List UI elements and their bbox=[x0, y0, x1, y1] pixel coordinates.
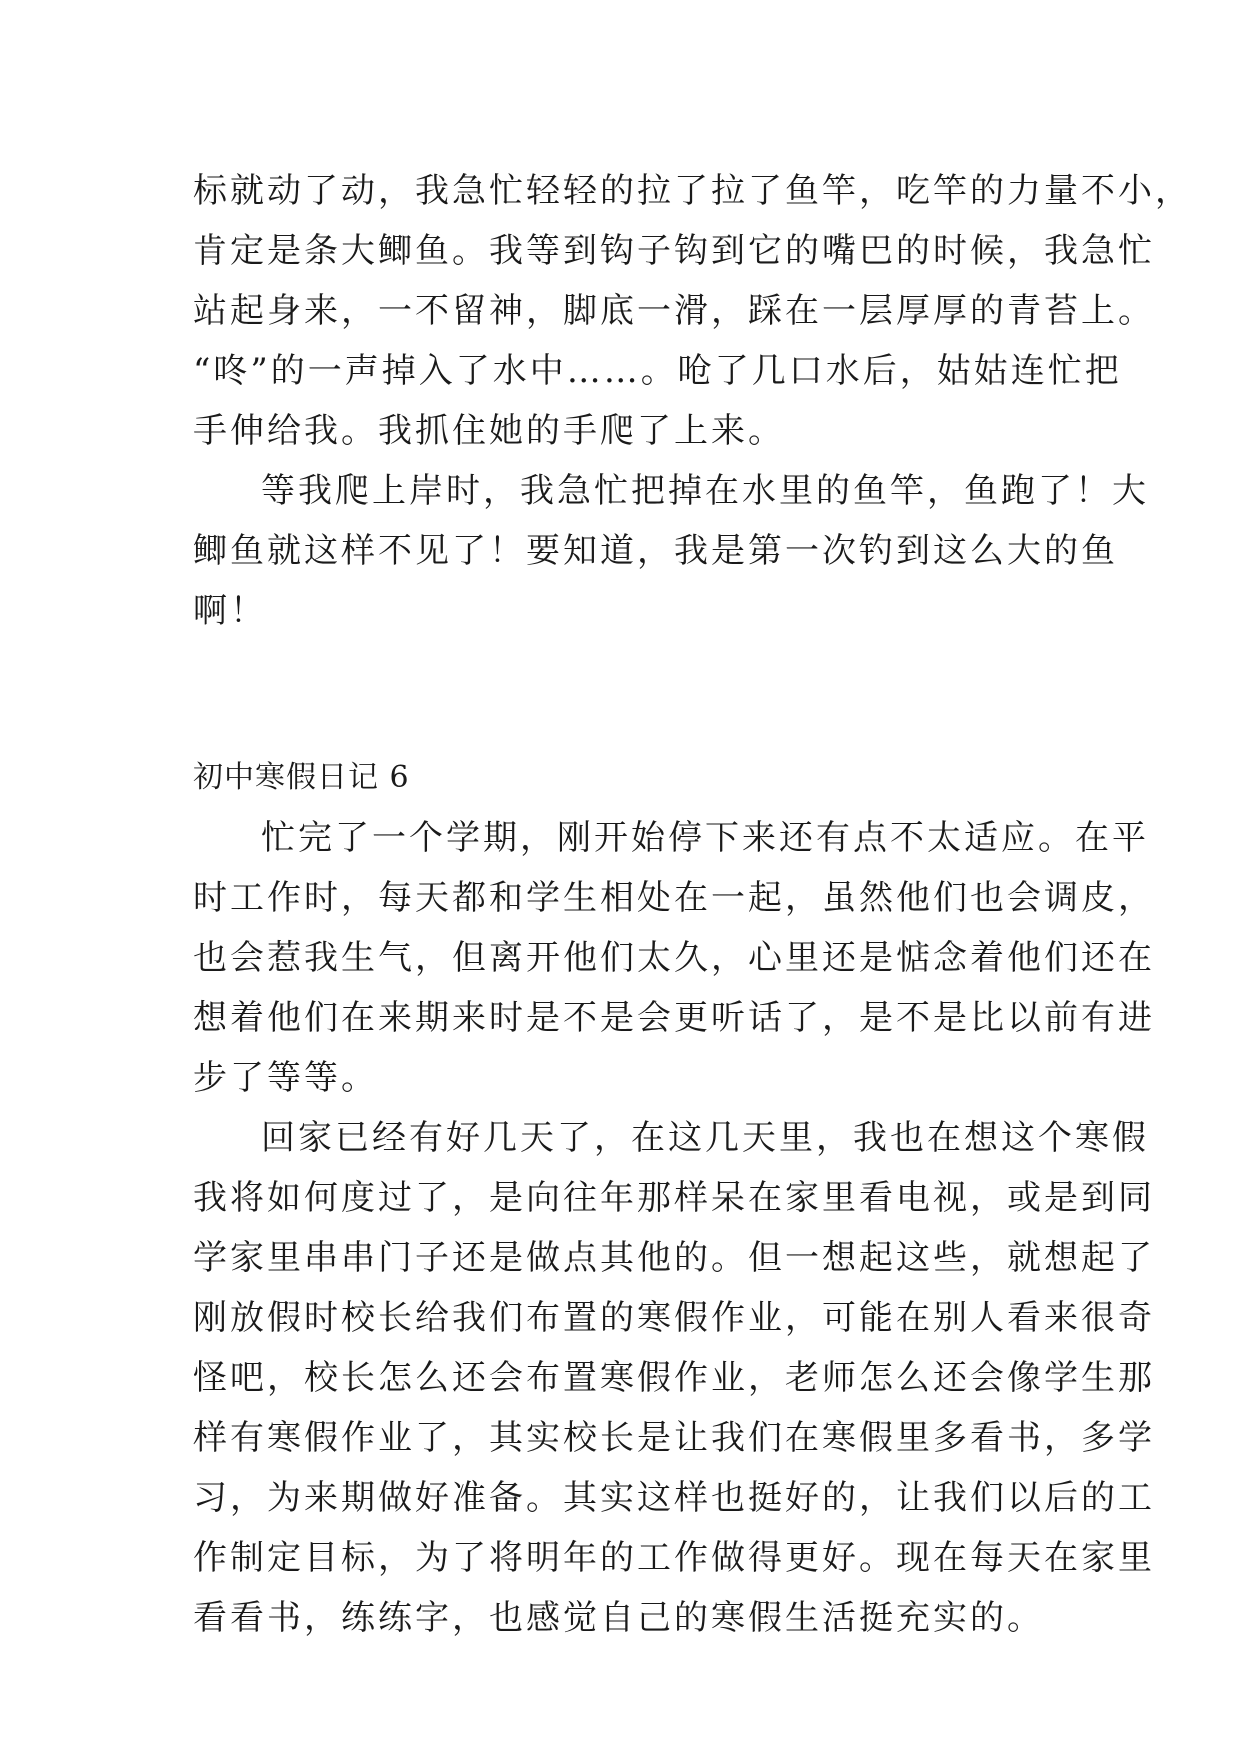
text-line: 作制定目标，为了将明年的工作做得更好。现在每天在家里 bbox=[193, 1538, 1155, 1578]
text-line: 刚放假时校长给我们布置的寒假作业，可能在别人看来很奇 bbox=[193, 1298, 1155, 1338]
text-line: 鲫鱼就这样不见了！要知道，我是第一次钓到这么大的鱼 bbox=[193, 531, 1118, 571]
text-line: 样有寒假作业了，其实校长是让我们在寒假里多看书，多学 bbox=[193, 1418, 1155, 1458]
text-line: 怪吧，校长怎么还会布置寒假作业，老师怎么还会像学生那 bbox=[193, 1358, 1155, 1398]
paragraph-winter-break bbox=[193, 1108, 1155, 1648]
paragraph-fish-escaped bbox=[193, 461, 1149, 641]
text-line: 手伸给我。我抓住她的手爬了上来。 bbox=[193, 411, 785, 451]
text-line: 时工作时，每天都和学生相处在一起，虽然他们也会调皮， bbox=[193, 878, 1155, 918]
text-line: 我将如何度过了，是向往年那样呆在家里看电视，或是到同 bbox=[193, 1178, 1155, 1218]
text-line: 学家里串串门子还是做点其他的。但一想起这些，就想起了 bbox=[193, 1238, 1155, 1278]
paragraph-semester-end bbox=[193, 808, 1155, 1108]
paragraph-fishing-fall bbox=[193, 161, 1192, 461]
text-line: 习，为来期做好准备。其实这样也挺好的，让我们以后的工 bbox=[193, 1478, 1155, 1518]
section-gap bbox=[193, 641, 1058, 748]
text-line: 标就动了动，我急忙轻轻的拉了拉了鱼竿，吃竿的力量不小， bbox=[193, 171, 1192, 211]
text-line: 忙完了一个学期，刚开始停下来还有点不太适应。在平 bbox=[261, 818, 1149, 858]
text-line: “咚”的一声掉入了水中……。呛了几口水后，姑姑连忙把 bbox=[193, 351, 1122, 391]
text-line: 想着他们在来期来时是不是会更听话了，是不是比以前有进 bbox=[193, 998, 1155, 1038]
text-line: 等我爬上岸时，我急忙把掉在水里的鱼竿，鱼跑了！大 bbox=[261, 471, 1149, 511]
section-heading: 初中寒假日记 6 bbox=[193, 760, 410, 795]
document-body bbox=[193, 161, 1192, 1648]
text-line: 站起身来，一不留神，脚底一滑，踩在一层厚厚的青苔上。 bbox=[193, 291, 1155, 331]
text-line: 看看书，练练字，也感觉自己的寒假生活挺充实的。 bbox=[193, 1598, 1044, 1638]
text-line: 步了等等。 bbox=[193, 1058, 378, 1098]
text-line: 肯定是条大鲫鱼。我等到钩子钩到它的嘴巴的时候，我急忙 bbox=[193, 231, 1155, 271]
text-line: 也会惹我生气，但离开他们太久，心里还是惦念着他们还在 bbox=[193, 938, 1155, 978]
text-line: 啊！ bbox=[193, 591, 267, 631]
text-line: 回家已经有好几天了，在这几天里，我也在想这个寒假 bbox=[261, 1118, 1149, 1158]
